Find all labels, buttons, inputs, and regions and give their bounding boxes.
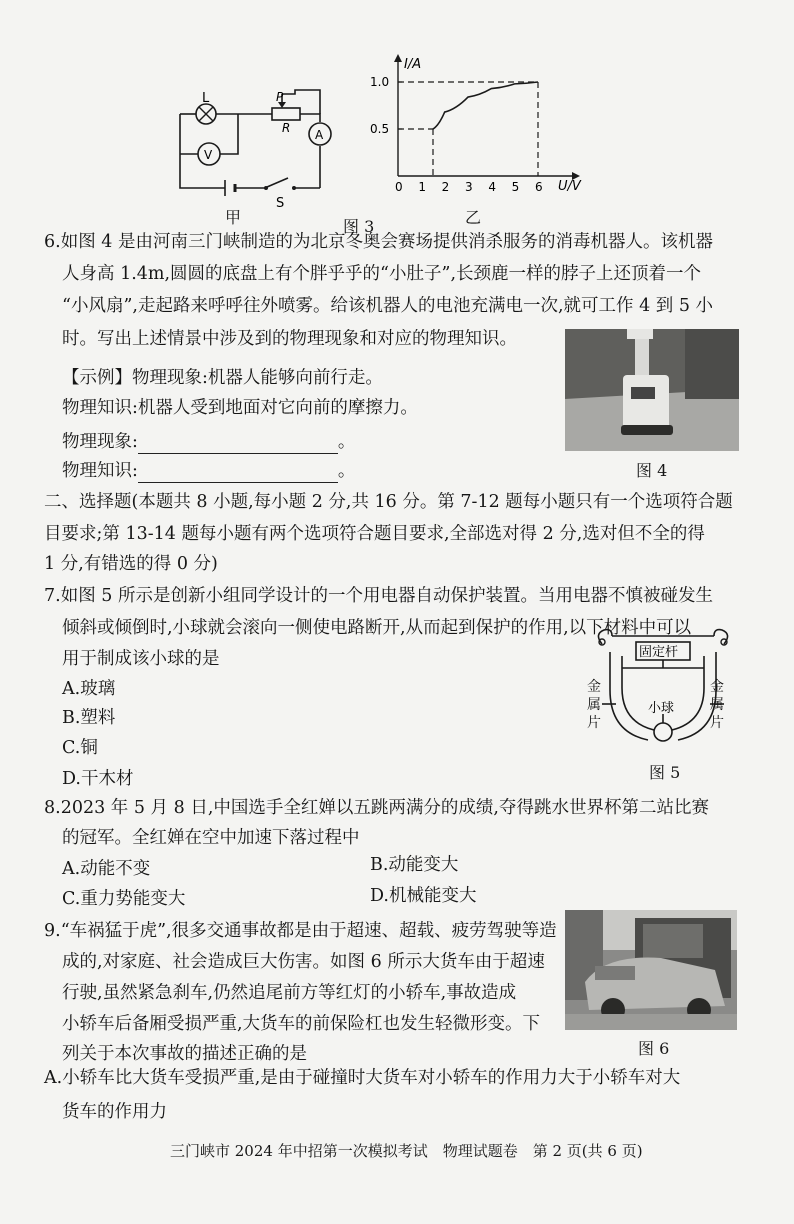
q8-option-a[interactable]: A.动能不变 [62,859,151,879]
section2-line-1: 二、选择题(本题共 8 小题,每小题 2 分,共 16 分。第 7-12 题每小题只有一个选项符合题 [44,492,733,512]
figure-6-caption: 图 6 [638,1039,670,1058]
q8-option-d[interactable]: D.机械能变大 [370,886,477,906]
knowledge-label: 物理知识: [62,461,138,481]
page-footer: 三门峡市 2024 年中招第一次模拟考试 物理试题卷 第 2 页(共 6 页) [170,1142,643,1160]
robot-photo [565,329,739,451]
circuit-diagram [170,88,340,218]
metal-sheet-label-left: 金 属 片 [587,679,601,731]
q7-line-2: 倾斜或倾倒时,小球就会滚向一侧使电路断开,从而起到保护的作用,以下材料中可以 [62,618,692,638]
q6-line-3: “小风扇”,走起路来呼呼往外喷雾。给该机器人的电池充满电一次,就可工作 4 到 5 小 [62,296,714,316]
ball-label: 小球 [648,701,675,716]
voltmeter-label: V [204,148,213,162]
phenomenon-answer-blank[interactable] [138,435,338,454]
y-tick-label: 1.0 [370,75,390,89]
x-tick-label: 6 [535,180,543,194]
q6-line-1: 6.如图 4 是由河南三门峡制造的为北京冬奥会赛场提供消杀服务的消毒机器人。该机器 [44,232,713,252]
circuit-sublabel: 甲 [225,208,242,227]
ammeter-label: A [315,128,324,142]
lamp-label: L [202,91,210,106]
slider-label: P [276,90,284,104]
q6-example-phenomenon: 【示例】物理现象:机器人能够向前行走。 [62,368,383,388]
q9-line-1: 9.“车祸猛于虎”,很多交通事故都是由于超速、超载、疲劳驾驶等造 [44,921,557,941]
q7-line-3: 用于制成该小球的是 [62,649,220,669]
q9-line-3: 行驶,虽然紧急刹车,仍然追尾前方等红灯的小轿车,事故造成 [62,983,517,1003]
q8-option-b[interactable]: B.动能变大 [370,855,459,875]
section2-line-3: 1 分,有错选的得 0 分) [44,554,218,574]
q6-knowledge-row: 物理知识: 。 [62,461,356,481]
q7-option-a[interactable]: A.玻璃 [62,679,116,699]
figure-5-caption: 图 5 [649,763,681,782]
switch-label: S [276,196,285,211]
x-axis-label: U/V [558,179,581,194]
q6-example-knowledge: 物理知识:机器人受到地面对它向前的摩擦力。 [62,398,418,418]
q7-option-d[interactable]: D.干木材 [62,769,134,789]
q7-line-1: 7.如图 5 所示是创新小组同学设计的一个用电器自动保护装置。当用电器不慎被碰发生 [44,586,713,606]
iu-curve [433,82,538,129]
q9-line-4: 小轿车后备厢受损严重,大货车的前保险杠也发生轻微形变。下 [62,1014,541,1034]
iv-graph [360,52,600,202]
q9-line-2: 成的,对家庭、社会造成巨大伤害。如图 6 所示大货车由于超速 [62,952,545,972]
q7-option-c[interactable]: C.铜 [62,738,98,758]
x-tick-label: 4 [488,180,496,194]
q8-option-c[interactable]: C.重力势能变大 [62,889,186,909]
figure-3-caption: 图 3 [343,217,375,236]
x-tick-label: 5 [511,180,520,194]
q6-line-2: 人身高 1.4m,圆圆的底盘上有个胖乎乎的“小肚子”,长颈鹿一样的脖子上还顶着一个 [62,264,702,284]
q8-line-1: 8.2023 年 5 月 8 日,中国选手全红婵以五跳两满分的成绩,夺得跳水世界杯第二站比赛 [44,798,709,818]
y-axis-label: I/A [404,57,422,72]
rheostat-label: R [282,121,291,135]
q6-phenomenon-row: 物理现象: 。 [62,432,356,452]
x-tick-label: 1 [418,180,426,194]
q9-line-5: 列关于本次事故的描述正确的是 [62,1044,307,1064]
phenomenon-label: 物理现象: [62,432,138,452]
fixed-rod-label: 固定杆 [639,645,679,660]
section2-line-2: 目要求;第 13-14 题每小题有两个选项符合题目要求,全部选对得 2 分,选对但不全的得 [44,524,705,544]
q9-option-a-line-1[interactable]: A.小轿车比大货车受损严重,是由于碰撞时大货车对小轿车的作用力大于小轿车对大 [44,1068,681,1088]
knowledge-answer-blank[interactable] [138,464,338,483]
q6-line-4: 时。写出上述情景中涉及到的物理现象和对应的物理知识。 [62,329,517,349]
rheostat-symbol [272,108,300,120]
q9-option-a-line-2[interactable]: 货车的作用力 [62,1102,167,1122]
x-tick-label: 0 [395,180,403,194]
y-tick-label: 0.5 [370,122,390,136]
graph-sublabel: 乙 [465,208,482,227]
x-tick-label: 2 [441,180,450,194]
metal-sheet-label-right: 金 属 片 [710,679,724,731]
figure-4-caption: 图 4 [636,461,668,480]
q8-line-2: 的冠军。全红婵在空中加速下落过程中 [62,828,360,848]
q7-option-b[interactable]: B.塑料 [62,708,116,728]
x-tick-label: 3 [465,180,473,194]
truck-crash-photo [565,910,737,1030]
